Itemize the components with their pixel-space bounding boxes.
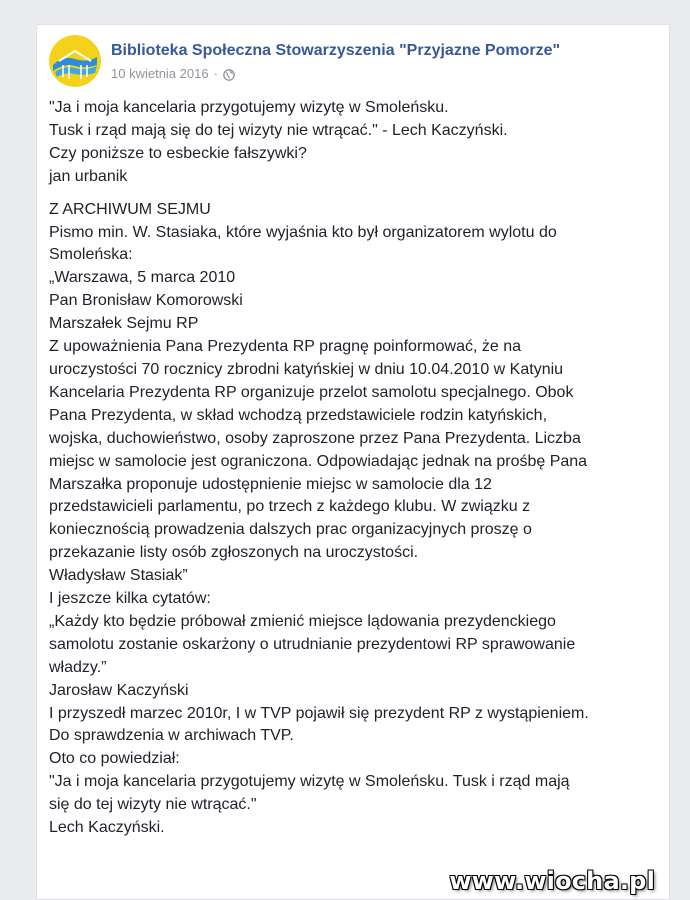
post-text-line: „Każdy kto będzie próbował zmienić miejsce lądowania prezydenckiego xyxy=(49,612,556,630)
post-text-line: Z upoważnienia Pana Prezydenta RP pragnę poinformować, że na xyxy=(49,338,521,356)
post-text-line: I jeszcze kilka cytatów: xyxy=(49,590,211,608)
paragraph-gap xyxy=(49,189,659,199)
post-text-line: Pana Prezydenta, w skład wchodzą przedstawiciele rodzin katyńskich, xyxy=(49,406,548,424)
post-card xyxy=(36,24,670,900)
post-text-line: Smoleńska: xyxy=(49,246,133,264)
post-text-line: uroczystości 70 rocznicy zbrodni katyńskiej w dniu 10.04.2010 w Katyniu xyxy=(49,360,564,378)
post-text-line: Władysław Stasiak” xyxy=(49,567,188,585)
post-paragraph-intro xyxy=(49,97,659,189)
post-text-line: Tusk i rząd mają się do tej wizyty nie wtrącać." - Lech Kaczyński. xyxy=(49,121,508,139)
logo-icon[interactable] xyxy=(49,35,101,87)
post-text-line: Do sprawdzenia w archiwach TVP. xyxy=(49,727,294,745)
post-paragraph-archive xyxy=(49,199,659,840)
post-body xyxy=(49,97,659,840)
post-text-line: władzy.” xyxy=(49,658,107,676)
post-text-line: Lech Kaczyński. xyxy=(49,819,165,837)
post-text-line: jan urbanik xyxy=(49,167,128,185)
post-text-line: "Ja i moja kancelaria przygotujemy wizytę w Smoleńsku. Tusk i rząd mają xyxy=(49,773,570,791)
post-text-line: I przyszedł marzec 2010r, I w TVP pojawił się prezydent RP z wystąpieniem. xyxy=(49,704,589,722)
post-text-line: Kancelaria Prezydenta RP organizuje przelot samolotu specjalnego. Obok xyxy=(49,383,574,401)
post-text-line: się do tej wizyty nie wtrącać." xyxy=(49,796,257,814)
globe-icon[interactable] xyxy=(223,68,235,80)
post-text-line: miejsc w samolocie jest ograniczona. Odpowiadając jednak na prośbę Pana xyxy=(49,452,588,470)
post-text-line: samolotu zostanie oskarżony o utrudnianie prezydentowi RP sprawowanie xyxy=(49,635,576,653)
watermark: www.wiocha.pl xyxy=(449,867,655,895)
post-date-link[interactable]: 10 kwietnia 2016 xyxy=(111,66,209,81)
post-text-line: przedstawicieli parlamentu, po trzech z każdego klubu. W związku z xyxy=(49,498,531,516)
post-text-line: przekazanie listy osób zgłoszonych na uroczystości. xyxy=(49,544,419,562)
post-text-line: Marszałka proponuje udostępnienie miejsc w samolocie dla 12 xyxy=(49,475,492,493)
post-text-line: Jarosław Kaczyński xyxy=(49,681,189,699)
post-text-line: "Ja i moja kancelaria przygotujemy wizytę w Smoleńsku. xyxy=(49,99,449,116)
post-text-line: Oto co powiedział: xyxy=(49,750,180,768)
post-text-line: Pan Bronisław Komorowski xyxy=(49,292,243,310)
post-text-line: koniecznością prowadzenia dalszych prac organizacyjnych proszę o xyxy=(49,521,532,539)
post-text-line: Z ARCHIWUM SEJMU xyxy=(49,200,211,218)
separator-dot: · xyxy=(213,66,218,81)
page-name-link[interactable]: Biblioteka Społeczna Stowarzyszenia "Przyjazne Pomorze" xyxy=(111,42,561,59)
post-header xyxy=(49,35,560,87)
post-text-line: Pismo min. W. Stasiaka, które wyjaśnia kto był organizatorem wylotu do xyxy=(49,223,557,241)
post-text-line: Czy poniższe to esbeckie fałszywki? xyxy=(49,144,307,162)
post-text-line: Marszałek Sejmu RP xyxy=(49,315,199,333)
post-text-line: wojska, duchowieństwo, osoby zaproszone przez Pana Prezydenta. Liczba xyxy=(49,429,581,447)
post-text-line: „Warszawa, 5 marca 2010 xyxy=(49,269,236,287)
